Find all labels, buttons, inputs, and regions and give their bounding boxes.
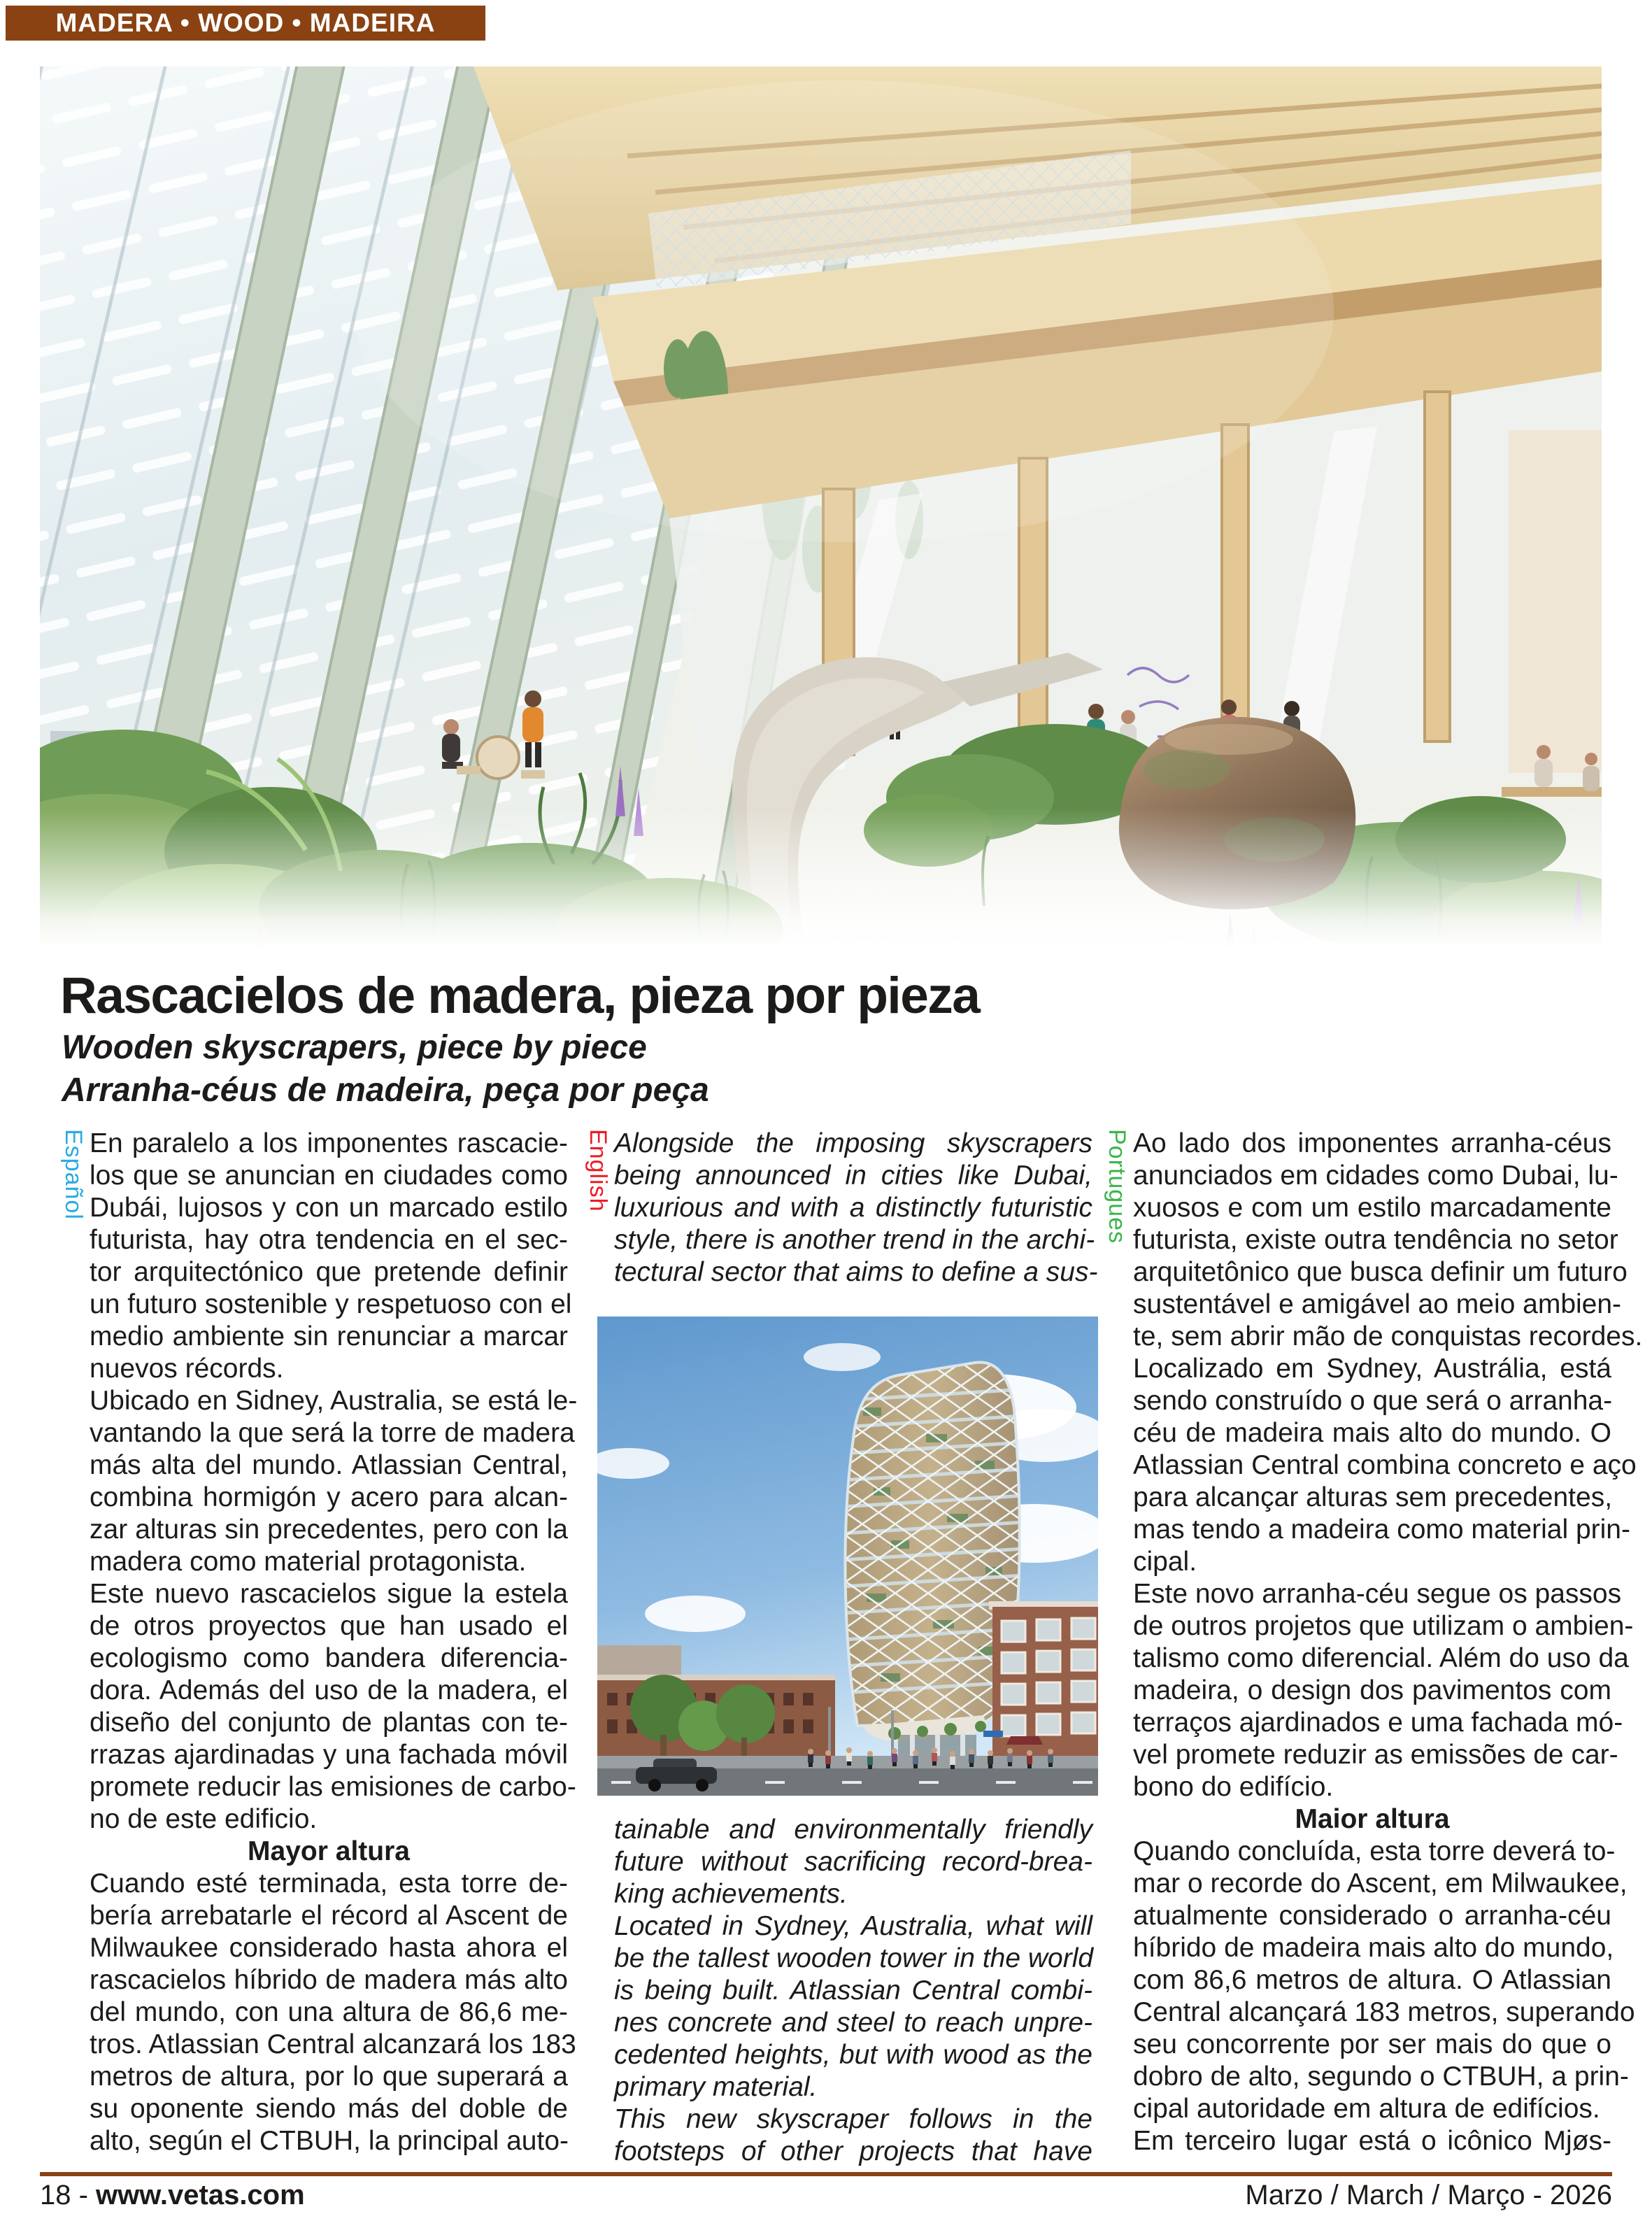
text-line: En paralelo a los imponentes rascacie- bbox=[90, 1128, 568, 1158]
text-line: cedented heights, but with wood as the bbox=[614, 2040, 1092, 2070]
section-heading: Maior altura bbox=[1295, 1804, 1450, 1834]
text-line: del mundo, con una altura de 86,6 me- bbox=[90, 1997, 568, 2027]
text-line: dora. Además del uso de la madera, el bbox=[90, 1675, 568, 1705]
text-line: tainable and environmentally friendly bbox=[614, 1815, 1092, 1845]
text-line: híbrido de madeira mais alto do mundo, bbox=[1133, 1933, 1614, 1963]
tower-photo bbox=[597, 1317, 1098, 1796]
language-label-portuguese: Portugues bbox=[1104, 1129, 1130, 1244]
footer-page-number: 18 - bbox=[40, 2180, 97, 2211]
atlassian-central-tower-illustration bbox=[597, 1317, 1098, 1796]
text-line: más alta del mundo. Atlassian Central, bbox=[90, 1450, 568, 1480]
text-line: tros. Atlassian Central alcanzará los 183 bbox=[90, 2029, 576, 2059]
text-line: Alongside the imposing skyscrapers bbox=[614, 1128, 1092, 1158]
text-line: sendo construído o que será o arranha- bbox=[1133, 1386, 1613, 1416]
footer-website: www.vetas.com bbox=[96, 2180, 305, 2211]
text-line: is being built. Atlassian Central combi- bbox=[614, 1975, 1092, 2006]
text-line: vel promete reduzir as emissões de car- bbox=[1133, 1740, 1618, 1770]
text-line: talismo como diferencial. Além do uso da bbox=[1133, 1643, 1629, 1673]
text-line: te, sem abrir mão de conquistas recordes. bbox=[1133, 1321, 1643, 1351]
column-text bbox=[614, 1128, 1098, 1289]
text-line: los que se anuncian en ciudades como bbox=[90, 1161, 568, 1191]
text-line: Quando concluída, esta torre deverá to- bbox=[1133, 1836, 1616, 1866]
text-line: alto, según el CTBUH, la principal auto- bbox=[90, 2126, 569, 2156]
section-heading: Mayor altura bbox=[248, 1836, 410, 1866]
hero-atrium-illustration bbox=[40, 66, 1602, 948]
text-line: ecologismo como bandera diferencia- bbox=[90, 1643, 568, 1673]
text-line: no de este edificio. bbox=[90, 1804, 318, 1834]
text-line: Em terceiro lugar está o icônico Mjøs- bbox=[1133, 2126, 1611, 2156]
text-line: This new skyscraper follows in the bbox=[614, 2104, 1092, 2134]
language-label-spanish: Español bbox=[60, 1129, 87, 1220]
text-line: para alcançar alturas sem precedentes, bbox=[1133, 1482, 1613, 1512]
text-line: Este novo arranha-céu segue os passos bbox=[1133, 1579, 1622, 1609]
text-line: Atlassian Central combina concreto e aço bbox=[1133, 1450, 1637, 1480]
subtitle-portuguese: Arranha-céus de madeira, peça por peça bbox=[62, 1072, 709, 1109]
text-line: bono do edifício. bbox=[1133, 1772, 1334, 1802]
text-line: nes concrete and steel to reach unpre- bbox=[614, 2008, 1092, 2038]
section-header-label: MADERA • WOOD • MADEIRA bbox=[55, 8, 436, 37]
subtitle-english: Wooden skyscrapers, piece by piece bbox=[62, 1029, 647, 1066]
text-line: Located in Sydney, Australia, what will bbox=[614, 1911, 1092, 1941]
text-line: de outros projetos que utilizam o ambien- bbox=[1133, 1611, 1634, 1641]
text-line: terraços ajardinados e uma fachada mó- bbox=[1133, 1708, 1623, 1738]
text-line: Dubái, lujosos y con un marcado estilo bbox=[90, 1193, 568, 1223]
footer-rule bbox=[40, 2172, 1612, 2176]
text-line: rascacielos híbrido de madera más alto bbox=[90, 1965, 568, 1995]
text-line: anunciados em cidades como Dubai, lu- bbox=[1133, 1161, 1618, 1191]
text-line: mar o recorde do Ascent, em Milwaukee, bbox=[1133, 1868, 1628, 1899]
text-line: arquitetônico que busca definir um futuro bbox=[1133, 1257, 1628, 1287]
text-line: zar alturas sin precedentes, pero con la bbox=[90, 1514, 568, 1545]
language-label-english: English bbox=[585, 1129, 611, 1212]
text-line: céu de madeira mais alto do mundo. O bbox=[1133, 1418, 1611, 1448]
text-line: futurista, hay otra tendencia en el sec- bbox=[90, 1225, 568, 1255]
footer-page-info bbox=[40, 2180, 305, 2211]
column-english bbox=[585, 1128, 1098, 2168]
text-line: seu concorrente por ser mais do que o bbox=[1133, 2029, 1611, 2059]
text-line: rrazas ajardinadas y una fachada móvil bbox=[90, 1740, 568, 1770]
text-line: madera como material protagonista. bbox=[90, 1547, 527, 1577]
text-line: luxurious and with a distinctly futuristic bbox=[614, 1193, 1092, 1223]
text-line: promete reducir las emisiones de carbo- bbox=[90, 1772, 576, 1802]
text-line: Central alcançará 183 metros, superando bbox=[1133, 1997, 1635, 2027]
text-line: footsteps of other projects that have bbox=[614, 2136, 1092, 2166]
text-line: madeira, o design dos pavimentos com bbox=[1133, 1675, 1611, 1705]
text-line: cipal autoridade em altura de edifícios. bbox=[1133, 2094, 1600, 2124]
text-line: Ao lado dos imponentes arranha-céus bbox=[1133, 1128, 1611, 1158]
column-text-continued bbox=[614, 1814, 1092, 2168]
text-line: cipal. bbox=[1133, 1547, 1197, 1577]
text-line: diseño del conjunto de plantas con te- bbox=[90, 1708, 568, 1738]
text-line: metros de altura, por lo que superará a bbox=[90, 2062, 568, 2092]
text-line: bería arrebatarle el récord al Ascent de bbox=[90, 1901, 568, 1931]
text-line: de otros proyectos que han usado el bbox=[90, 1611, 568, 1641]
text-line: being announced in cities like Dubai, bbox=[614, 1161, 1092, 1191]
column-text bbox=[1133, 1128, 1643, 2157]
text-line: Milwaukee considerado hasta ahora el bbox=[90, 1933, 568, 1963]
text-line: be the tallest wooden tower in the world bbox=[614, 1943, 1094, 1973]
text-line: future without sacrificing record-brea- bbox=[614, 1847, 1092, 1877]
text-line: futurista, existe outra tendência no setor bbox=[1133, 1225, 1618, 1255]
text-line: dobro de alto, segundo o CTBUH, a prin- bbox=[1133, 2062, 1629, 2092]
column-text bbox=[90, 1128, 578, 2157]
text-line: un futuro sostenible y respetuoso con el bbox=[90, 1289, 572, 1319]
text-line: atualmente considerado o arranha-céu bbox=[1133, 1901, 1611, 1931]
text-line: Ubicado en Sidney, Australia, se está le- bbox=[90, 1386, 578, 1416]
column-portuguese bbox=[1104, 1128, 1643, 2157]
footer-date: Marzo / March / Março - 2026 bbox=[1245, 2180, 1612, 2211]
text-line: king achievements. bbox=[614, 1879, 848, 1909]
hero-atrium-photo bbox=[40, 66, 1602, 948]
text-line: Localizado em Sydney, Austrália, está bbox=[1133, 1354, 1611, 1384]
text-line: sustentável e amigável ao meio ambien- bbox=[1133, 1289, 1622, 1319]
text-line: Este nuevo rascacielos sigue la estela bbox=[90, 1579, 568, 1609]
text-line: xuosos e com um estilo marcadamente bbox=[1133, 1193, 1611, 1223]
text-line: Cuando esté terminada, esta torre de- bbox=[90, 1868, 568, 1899]
text-line: medio ambiente sin renunciar a marcar bbox=[90, 1321, 568, 1351]
text-line: vantando la que será la torre de madera bbox=[90, 1418, 575, 1448]
text-line: com 86,6 metros de altura. O Atlassian bbox=[1133, 1965, 1611, 1995]
column-spanish bbox=[60, 1128, 578, 2157]
text-line: primary material. bbox=[614, 2072, 818, 2102]
text-line: tor arquitectónico que pretende definir bbox=[90, 1257, 568, 1287]
text-line: su oponente siendo más del doble de bbox=[90, 2094, 568, 2124]
section-header-bar bbox=[6, 6, 485, 41]
page-title: Rascacielos de madera, pieza por pieza bbox=[60, 967, 980, 1024]
text-line: style, there is another trend in the archi- bbox=[614, 1225, 1095, 1255]
text-line: tectural sector that aims to define a sus- bbox=[614, 1257, 1098, 1287]
text-line: mas tendo a madeira como material prin- bbox=[1133, 1514, 1630, 1545]
text-line: nuevos récords. bbox=[90, 1354, 284, 1384]
text-line: combina hormigón y acero para alcan- bbox=[90, 1482, 568, 1512]
